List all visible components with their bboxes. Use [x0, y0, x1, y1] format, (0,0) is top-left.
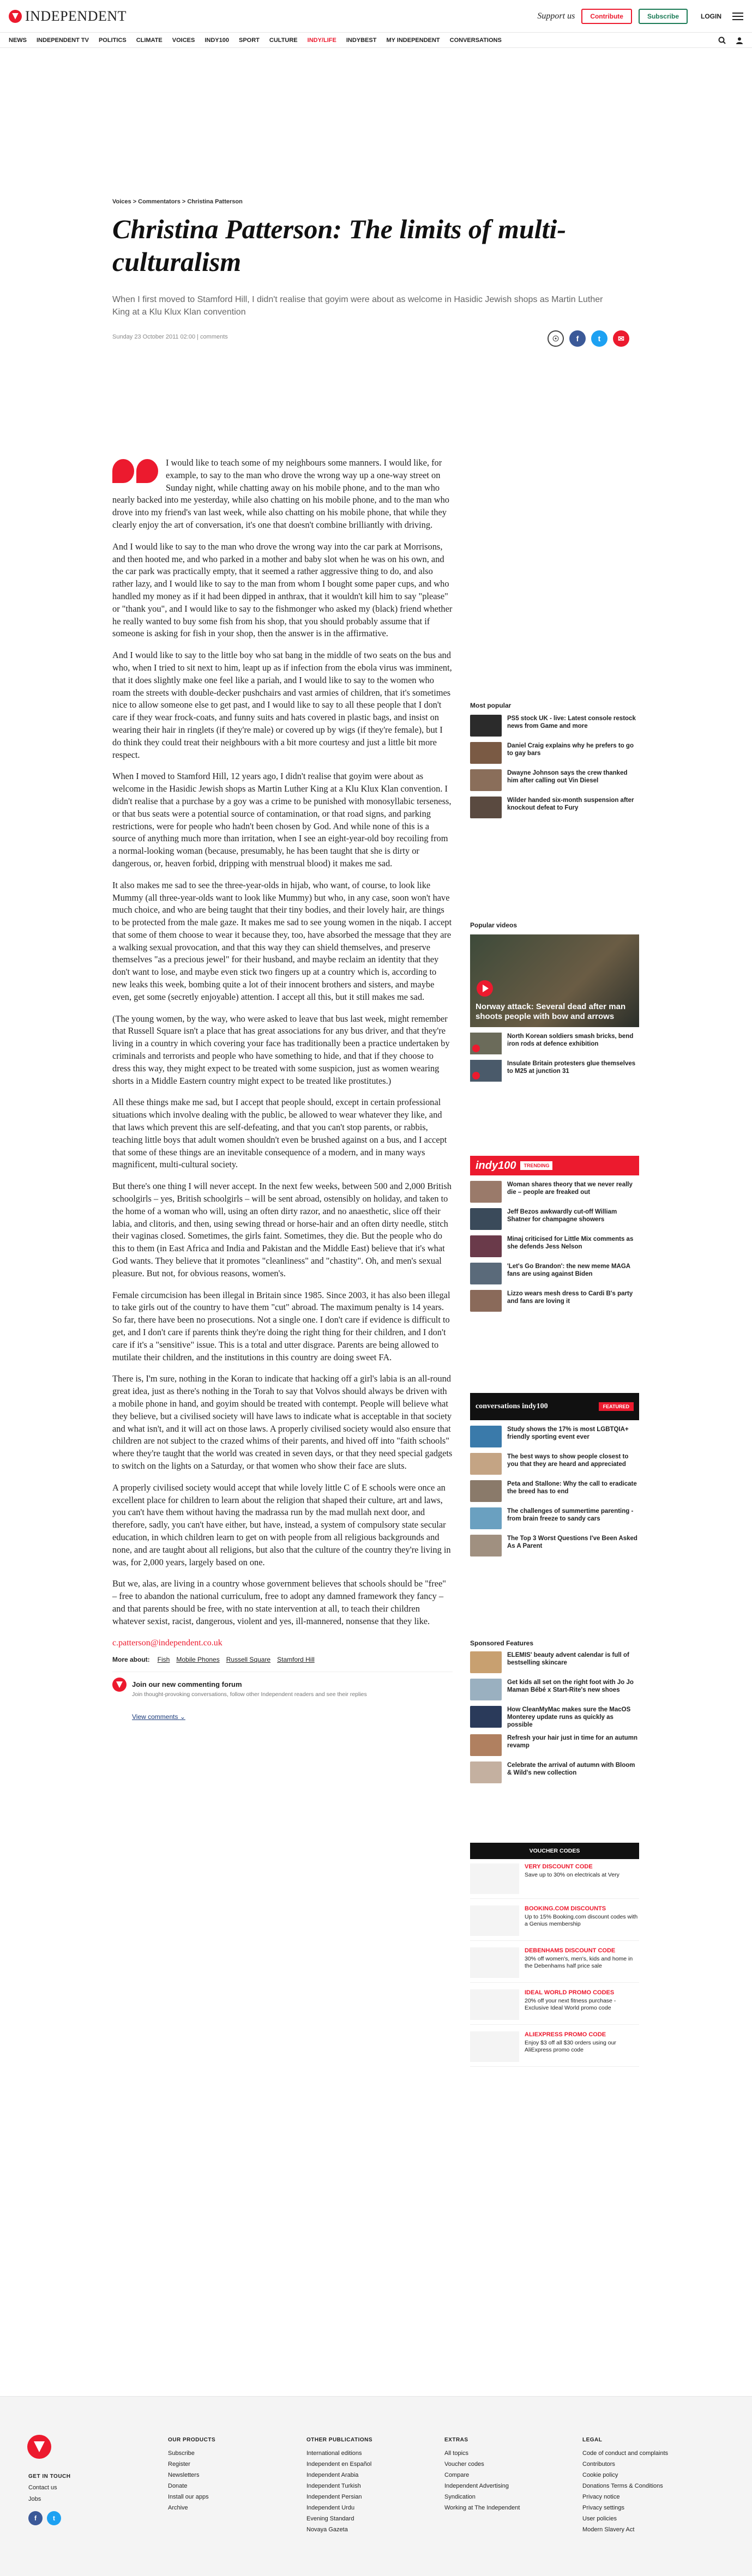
footer-link[interactable]: Privacy settings	[582, 2505, 625, 2511]
nav-climate[interactable]: CLIMATE	[136, 37, 163, 44]
thumbnail	[470, 1679, 502, 1700]
article-meta: Sunday 23 October 2011 02:00 | comments	[112, 334, 228, 340]
footer-col-products	[168, 2435, 215, 2513]
view-comments-link[interactable]	[132, 1711, 453, 1723]
video-title: North Korean soldiers smash bricks, bend iron rods at defence exhibition	[507, 1033, 634, 1047]
voucher-desc: 30% off women's, men's, kids and home in the Debenhams half price sale	[525, 1956, 633, 1969]
footer-col-heading: EXTRAS	[444, 2437, 468, 2443]
video-thumbnail	[470, 1033, 502, 1054]
paragraph-text: I would like to teach some of my neighbours some manners. I would like, for example, to say to the man who drove the wrong way up a one-way street on Sunday night, while chatting away on his mobile phone, and to the man who nearly backed into me yesterday, while also chatting on his mobile phone, and to the man who drove into my friend's van last week, while also chatting on his mobile phone, that while they clearly enjoy the art of conversation, it's one that doesn't combine brilliantly with driving.	[112, 457, 449, 530]
footer-link[interactable]: Register	[168, 2461, 190, 2468]
comments-logo-icon	[112, 1678, 127, 1692]
top-header	[0, 0, 752, 33]
footer-link[interactable]: All topics	[444, 2450, 469, 2457]
voucher-title: IDEAL WORLD PROMO CODES	[525, 1989, 615, 1996]
article-body	[112, 457, 453, 1723]
list-item-title: Dwayne Johnson says the crew thanked him after calling out Vin Diesel	[507, 770, 628, 784]
main-nav	[0, 33, 752, 48]
list-item[interactable]	[470, 715, 639, 737]
bookmark-icon[interactable]: ☉	[548, 330, 564, 347]
list-item-title: How CleanMyMac makes sure the MacOS Monterey update runs as quickly as possible	[507, 1706, 631, 1728]
nav-indy100[interactable]: INDY100	[204, 37, 229, 44]
paragraph: Female circumcision has been illegal in Britain since 1985. Since 2003, it has also been illegal to take girls out of the country to have them "cut" abroad. The maximum penalty is 14 years. So far, there have been no prosecutions. Not a single one. I don't care if evidence is difficult to get, and I don't care if parents think they're doing the right thing for their children, and I don't care if it's a "sensitive" issue. This is a total and utter disgrace. Parents are being allowed to mutilate their children, and the institutions in this country are doing sweet FA.	[112, 1289, 450, 1362]
author-email-link[interactable]: c.patterson@independent.co.uk	[112, 1638, 222, 1648]
sponsored-section	[470, 1639, 639, 1789]
nav-independent-tv[interactable]: INDEPENDENT TV	[37, 37, 89, 44]
article-title: Christina Patterson: The limits of multi-culturalism	[112, 214, 567, 277]
nav-indybest[interactable]: INDYBEST	[346, 37, 377, 44]
sponsored-heading: Sponsored Features	[470, 1639, 534, 1647]
menu-icon[interactable]	[732, 13, 743, 20]
paragraph: And I would like to say to the man who drove the wrong way into the car park at Morrisons, and then hooted me, and who parked in a mother and baby slot when he was on his own, and the car park was practically empty, that it seemed a rather aggressive thing to do, and also rather lazy, and I would like to say to the man from whom I bought some paper cups, and who handled my money as if it had been dipped in anthrax, that it wouldn't kill him to say "please" or "thank you", and I would like to say to the fishmonger who asked my (black) friend whether he really wanted to buy some fish from his shop, that you should probably assume that if someone is asking for fish in your shop, then the answer is in the affirmative.	[112, 541, 453, 639]
comments-title: Join our new commenting forum	[132, 1680, 242, 1688]
voucher-logo	[470, 1905, 519, 1936]
list-item[interactable]	[470, 1290, 639, 1312]
thumbnail	[470, 1453, 502, 1475]
comments-subtitle: Join thought-provoking conversations, follow other Independent readers and see their replies	[132, 1691, 367, 1698]
voucher-logo	[470, 1989, 519, 2020]
footer-link[interactable]: Newsletters	[168, 2472, 200, 2478]
list-item[interactable]	[470, 1453, 639, 1475]
voucher-logo	[470, 2031, 519, 2062]
paragraph: There is, I'm sure, nothing in the Koran to indicate that hacking off a girl's labia is an all-round great idea, just as there's nothing in the Torah to say that Volvos should always be driven with a mobile phone in hand, and goyim should be treated with contempt. People will believe what they believe, but a civilised society will have laws to indicate what is acceptable in that society and what isn't, and it will act on those laws. A properly civilised society would also ensure that children are not subject to the crazed whims of their parents, and hived off into "faith schools" where they're taught that the world was created in seven days, or that they need special gadgets to switch on the lights on a Saturday, or that women who show their face are sluts.	[112, 1373, 453, 1471]
list-item[interactable]	[470, 1208, 639, 1230]
footer-col-heading: OTHER PUBLICATIONS	[306, 2437, 373, 2443]
login-button[interactable]: LOGIN	[701, 12, 721, 20]
twitter-icon[interactable]: t	[47, 2511, 61, 2525]
popular-videos-section	[470, 921, 639, 1087]
voucher-title: DEBENHAMS DISCOUNT CODE	[525, 1947, 616, 1954]
paragraph: When I moved to Stamford Hill, 12 years ago, I didn't realise that goyim were about as welcome in the Hasidic Jewish shops as Martin Luther King at a Klu Klux Klan convention. I didn't realise that a purchase by a goy was a crime to be punished with monosyllabic terseness, or that bus seats were a potential source of contamination, or that road signs, and parking restrictions, were for people who hadn't been chosen by God. And while none of this is a source of anything much more than irritation, when I see an eight-year-old boy recoiling from a normal-looking woman (because, presumably, he has been taught that she is dirty or dangerous, or, heaven forbid, dripping with menstrual blood) it makes me sad.	[112, 771, 452, 868]
most-popular-heading: Most popular	[470, 702, 512, 709]
footer-link[interactable]: Independent Arabia	[306, 2472, 359, 2478]
footer-link[interactable]: Syndication	[444, 2494, 476, 2500]
list-item-title: Peta and Stallone: Why the call to eradicate the breed has to end	[507, 1481, 637, 1495]
thumbnail	[470, 1235, 502, 1257]
topic-link[interactable]: Stamford Hill	[277, 1656, 315, 1664]
list-item[interactable]	[470, 1235, 639, 1257]
view-comments-label: View comments	[132, 1712, 178, 1721]
voucher-logo	[470, 1947, 519, 1978]
list-item[interactable]	[470, 1507, 639, 1529]
footer-link[interactable]: Independent Advertising	[444, 2483, 509, 2489]
list-item-title: Celebrate the arrival of autumn with Bloom & Wild's new collection	[507, 1762, 635, 1776]
list-item-title: Refresh your hair just in time for an autumn revamp	[507, 1735, 637, 1749]
footer-col-heading: LEGAL	[582, 2437, 603, 2443]
footer-link[interactable]: Code of conduct and complaints	[582, 2450, 669, 2457]
list-item-title: Lizzo wears mesh dress to Cardi B's party and fans are loving it	[507, 1290, 633, 1305]
footer-link[interactable]: Donate	[168, 2483, 188, 2489]
thumbnail	[470, 1761, 502, 1783]
footer-eagle-logo-icon[interactable]	[27, 2435, 51, 2459]
footer-link[interactable]: Voucher codes	[444, 2461, 484, 2468]
thumbnail	[470, 742, 502, 764]
list-item[interactable]	[470, 742, 639, 764]
footer-link[interactable]: Contributors	[582, 2461, 615, 2468]
more-about	[112, 1654, 453, 1666]
paragraph: (The young women, by the way, who were asked to leave that bus last week, might remember that Russell Square isn't a place that has great associations for any bus driver, and that they're living in a country in which covering your face has traditionally been a practice undertaken by criminals and terrorists and people who have something to hide, and that if they choose to dress this way, they might expect to be treated with some suspicion, just as women wearing shorts in a Middle Eastern country might expect to be treated like prostitutes.)	[112, 1013, 450, 1086]
email-icon[interactable]: ✉	[613, 330, 629, 347]
list-item[interactable]	[470, 1181, 639, 1203]
topic-link[interactable]: Russell Square	[226, 1656, 271, 1664]
footer-link[interactable]: Cookie policy	[582, 2472, 618, 2478]
list-item-title: Study shows the 17% is most LGBTQIA+ friendly sporting event ever	[507, 1426, 629, 1440]
contribute-button[interactable]: Contribute	[581, 9, 632, 24]
chevron-down-icon: ⌄	[179, 1712, 185, 1721]
list-item-title: Wilder handed six-month suspension after knockout defeat to Fury	[507, 797, 634, 811]
footer-link[interactable]: User policies	[582, 2515, 617, 2522]
list-item[interactable]	[470, 1535, 639, 1557]
voucher-title: ALIEXPRESS PROMO CODE	[525, 2031, 606, 2038]
get-in-touch-heading: GET IN TOUCH	[28, 2474, 71, 2480]
featured-badge: FEATURED	[599, 1402, 634, 1411]
list-item[interactable]	[470, 1679, 639, 1700]
quote-mark-icon	[112, 459, 160, 490]
footer-link[interactable]: Independent Urdu	[306, 2505, 355, 2511]
footer-link[interactable]: Novaya Gazeta	[306, 2526, 348, 2533]
list-item[interactable]	[470, 1263, 639, 1284]
paragraph: And I would like to say to the little boy who sat bang in the middle of two seats on the bus and who, when I tried to sit next to him, leapt up as if infection from the ebola virus was imminent, that it does slightly make one feel like a pariah, and I would like to say to the women who roam the streets with double-decker pushchairs and vast armies of children, that it's sometimes nice to allow someone else to get past, and I would like to say to all these people that I don't care if they wear frock-coats, and funny suits and hats covered in plastic bags, and insist on wearing their hair in ringlets (if they're male) or covered up by wigs (if they're female), but I do think they could treat their neighbours with a bit more courtesy and just a little bit more respect.	[112, 650, 452, 760]
video-item[interactable]	[470, 1033, 639, 1054]
footer-link[interactable]: Compare	[444, 2472, 470, 2478]
facebook-icon[interactable]: f	[569, 330, 586, 347]
list-item-title: Minaj criticised for Little Mix comments as she defends Jess Nelson	[507, 1236, 634, 1250]
voucher-item[interactable]	[470, 1905, 639, 1941]
conversations-banner[interactable]	[470, 1393, 639, 1420]
footer-link[interactable]: International editions	[306, 2450, 362, 2457]
list-item-title: The challenges of summertime parenting - from brain freeze to sandy cars	[507, 1508, 634, 1522]
site-logo[interactable]	[9, 8, 127, 25]
list-item-title: Woman shares theory that we never really die – people are freaked out	[507, 1181, 633, 1196]
contact-us-link[interactable]: Contact us	[28, 2484, 57, 2491]
footer-link[interactable]: Install our apps	[168, 2494, 209, 2500]
nav-sport[interactable]: SPORT	[239, 37, 260, 44]
nav-icons	[718, 37, 743, 44]
list-item[interactable]	[470, 1734, 639, 1756]
list-item[interactable]	[470, 1480, 639, 1502]
voucher-desc: 20% off your next fitness purchase - Exclusive Ideal World promo code	[525, 1998, 616, 2011]
thumbnail	[470, 1734, 502, 1756]
topic-link[interactable]: Mobile Phones	[176, 1656, 220, 1664]
list-item-title: 'Let's Go Brandon': the new meme MAGA fans are using against Biden	[507, 1263, 630, 1277]
footer-link[interactable]: Evening Standard	[306, 2515, 354, 2522]
list-item[interactable]	[470, 797, 639, 818]
trending-badge: TRENDING	[520, 1161, 552, 1170]
conversations-section	[470, 1393, 639, 1562]
breadcrumb[interactable]: Voices > Commentators > Christina Patterson	[112, 198, 243, 205]
nav-indy-life[interactable]: INDY/LIFE	[307, 37, 336, 44]
paragraph: It also makes me sad to see the three-year-olds in hijab, who want, of course, to look like Mummy (all three-year-olds want to look like Mummy) but who, in any case, soon won't have much choice, and who are being taught that their tiny bodies, and their lovely hair, are things to be protected from the male gaze. It makes me sad to see young women in the niqab. I accept that some of them choose to wear it because they, too, have absorbed the message that they are a walking sexual provocation, and that this way they can shield themselves, and preserve themselves "as a precious jewel" for their husband, and maybe reclaim an identity that they don't want to lose, and maybe even stick two fingers up at a country which is, according to new leaks this week, bombing quite a lot of their innocent brothers and sisters, and maybe even, get some (secretly enjoyable) attention. I accept all this, but it still makes me sad.	[112, 879, 452, 1002]
list-item[interactable]	[470, 1426, 639, 1447]
video-thumbnail	[470, 1060, 502, 1082]
site-footer	[0, 2396, 752, 2576]
thumbnail	[470, 1290, 502, 1312]
thumbnail	[470, 1263, 502, 1284]
thumbnail	[470, 1535, 502, 1557]
support-us-text: Support us	[537, 11, 575, 21]
voucher-desc: Enjoy $3 off all $30 orders using our AliExpress promo code	[525, 2040, 616, 2053]
list-item-title: PS5 stock UK - live: Latest console restock news from Game and more	[507, 715, 636, 729]
footer-link[interactable]: Working at The Independent	[444, 2505, 520, 2511]
list-item-title: ELEMIS' beauty advent calendar is full of bestselling skincare	[507, 1652, 629, 1666]
video-hero[interactable]	[470, 934, 639, 1027]
footer-link[interactable]: Independent Persian	[306, 2494, 362, 2500]
voucher-item[interactable]	[470, 1989, 639, 2025]
voucher-item[interactable]	[470, 1947, 639, 1983]
play-icon	[477, 980, 493, 997]
nav-voices[interactable]: VOICES	[172, 37, 195, 44]
list-item-title: Daniel Craig explains why he prefers to go to gay bars	[507, 743, 634, 757]
site-logo-text: INDEPENDENT	[25, 8, 127, 24]
more-about-label: More about:	[112, 1656, 150, 1664]
footer-link[interactable]: Independent Turkish	[306, 2483, 361, 2489]
paragraph: But there's one thing I will never accept. In the next few weeks, between 500 and 2,000 British schoolgirls – yes, British schoolgirls – will be sent abroad, ostensibly on holiday, and taken to the home of a woman who will, using an often dirty razor, and no anaesthetic, slice off their labia, and clitoris, and then, using sewing thread or horse-hair and an often dirty needle, stitch their vaginas closed. Sometimes, the girls faint. Sometimes, they die. But the people who do this to them (in East Africa and India and Pakistan and the Middle East) believe that it's what God wants. They believe that it promotes "cleanliness" and "chastity". Oh, and men's sexual pleasure. But not, for obvious reasons, women's.	[112, 1181, 452, 1278]
footer-col-legal	[582, 2435, 668, 2535]
thumbnail	[470, 1181, 502, 1203]
thumbnail	[470, 715, 502, 737]
list-item[interactable]	[470, 1651, 639, 1673]
thumbnail	[470, 1426, 502, 1447]
conversations-logo: conversations indy100	[476, 1402, 548, 1410]
video-title: Insulate Britain protesters glue themselves to M25 at junction 31	[507, 1060, 636, 1075]
voucher-desc: Up to 15% Booking.com discount codes with a Genius membership	[525, 1914, 638, 1927]
footer-col-extras	[444, 2435, 520, 2513]
thumbnail	[470, 797, 502, 818]
voucher-codes-section	[470, 1843, 639, 2073]
voucher-logo	[470, 1863, 519, 1894]
voucher-title: BOOKING.COM DISCOUNTS	[525, 1905, 606, 1912]
user-icon[interactable]	[736, 37, 743, 44]
footer-link[interactable]: Donations Terms & Conditions	[582, 2483, 663, 2489]
subscribe-button[interactable]: Subscribe	[639, 9, 688, 24]
nav-politics[interactable]: POLITICS	[98, 37, 127, 44]
list-item-title: Jeff Bezos awkwardly cut-off William Shatner for champagne showers	[507, 1209, 617, 1223]
video-hero-caption: Norway attack: Several dead after man shoots people with bow and arrows	[476, 1002, 626, 1021]
list-item-title: The Top 3 Worst Questions I've Been Asked As A Parent	[507, 1535, 637, 1549]
header-actions	[537, 9, 743, 24]
paragraph: All these things make me sad, but I accept that people should, except in certain professional situations which involve dealing with the public, be allowed to wear whatever they like, and that laws which prevent this are self-defeating, and that you can't stop parents, or rabbis, teaching little boys that adult women shouldn't even be brushed against on a bus, and I accept that some of these things are an inevitable consequence of a modern, and in many ways magnificent, multi-cultural society.	[112, 1097, 447, 1170]
list-item[interactable]	[470, 1706, 639, 1729]
indy100-banner[interactable]	[470, 1156, 639, 1175]
facebook-icon[interactable]: f	[28, 2511, 43, 2525]
voucher-codes-banner: VOUCHER CODES	[470, 1843, 639, 1859]
paragraph: A properly civilised society would accept that while lovely little C of E schools were once an excellent place for children to learn about the religion that shaped their culture, art and laws, you can't have them without having the madrassa run by the mad mullah next door, and therefore, sadly, you can't have either, but have, instead, a system of compulsory state secular education, in which children learn to get on with people from all religious backgrounds and none, and are taught about all religions, but also that the culture of the country they're living in was, for 2,000 years, largely based on one.	[112, 1482, 451, 1567]
list-item[interactable]	[470, 1761, 639, 1783]
footer-col-publications	[306, 2435, 372, 2535]
footer-link[interactable]: Modern Slavery Act	[582, 2526, 635, 2533]
paragraph	[112, 457, 453, 532]
voucher-title: VERY DISCOUNT CODE	[525, 1863, 593, 1870]
list-item[interactable]	[470, 769, 639, 791]
twitter-icon[interactable]: t	[591, 330, 607, 347]
search-icon[interactable]	[718, 37, 726, 44]
nav-conversations[interactable]: CONVERSATIONS	[449, 37, 502, 44]
thumbnail	[470, 1480, 502, 1502]
thumbnail	[470, 1706, 502, 1728]
popular-videos-heading: Popular videos	[470, 921, 518, 929]
voucher-item[interactable]	[470, 2031, 639, 2067]
paragraph: But we, alas, are living in a country whose government believes that schools should be "free" – free to abandon the national curriculum, free to adopt any damned framework they fancy – and that parents should be free, with no state intervention at all, to teach their children whatever sexist, racist, dangerous, violent and yes, ill-mannered, nonsense that they like.	[112, 1578, 446, 1626]
footer-social	[28, 2511, 61, 2525]
thumbnail	[470, 769, 502, 791]
thumbnail	[470, 1507, 502, 1529]
footer-contact	[28, 2471, 70, 2505]
list-item-title: Get kids all set on the right foot with Jo Jo Maman Bébé x Start-Rite's new shoes	[507, 1679, 634, 1693]
article-standfirst: When I first moved to Stamford Hill, I didn't realise that goyim were about as welcome in Hasidic Jewish shops as Martin Luther King at a Klu Klux Klan convention	[112, 295, 603, 317]
footer-link[interactable]: Privacy notice	[582, 2494, 620, 2500]
footer-link[interactable]: Subscribe	[168, 2450, 195, 2457]
nav-culture[interactable]: CULTURE	[269, 37, 298, 44]
voucher-desc: Save up to 30% on electricals at Very	[525, 1872, 619, 1878]
jobs-link[interactable]: Jobs	[28, 2496, 41, 2502]
nav-news[interactable]: NEWS	[9, 37, 27, 44]
thumbnail	[470, 1651, 502, 1673]
list-item-title: The best ways to show people closest to you that they are heard and appreciated	[507, 1453, 629, 1468]
share-bar	[548, 330, 629, 347]
most-popular-section	[470, 702, 639, 824]
indy100-logo: indy100	[476, 1159, 516, 1172]
indy100-section	[470, 1156, 639, 1317]
topic-link[interactable]: Fish	[157, 1656, 170, 1664]
eagle-logo-icon	[9, 10, 22, 23]
video-item[interactable]	[470, 1060, 639, 1082]
voucher-item[interactable]	[470, 1863, 639, 1899]
comments-section	[112, 1672, 453, 1723]
footer-link[interactable]: Independent en Español	[306, 2461, 372, 2468]
thumbnail	[470, 1208, 502, 1230]
nav-my-independent[interactable]: MY INDEPENDENT	[386, 37, 440, 44]
footer-link[interactable]: Archive	[168, 2505, 188, 2511]
footer-col-heading: OUR PRODUCTS	[168, 2437, 216, 2443]
